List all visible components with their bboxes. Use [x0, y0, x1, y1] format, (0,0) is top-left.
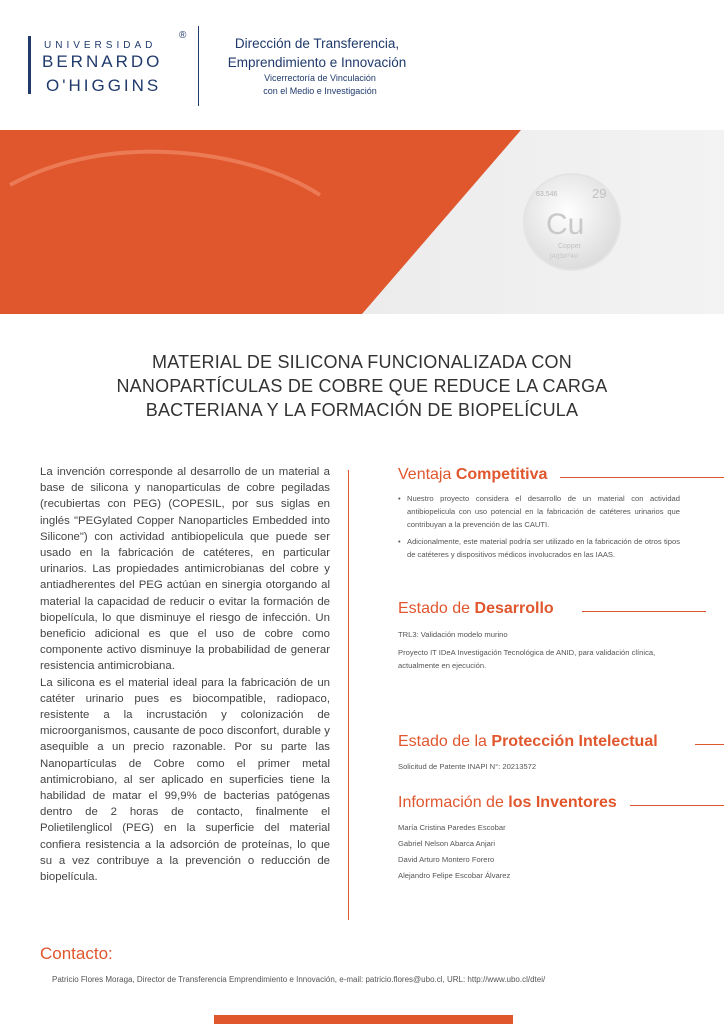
inventor-name: Gabriel Nelson Abarca Anjari — [398, 839, 496, 848]
department-subtitle — [240, 72, 400, 98]
banner-graphic — [0, 130, 724, 314]
inventores-title-light: Información de — [398, 794, 504, 811]
ventaja-title-bold: Competitiva — [455, 466, 548, 483]
section-title-desarrollo — [398, 600, 554, 618]
footer-bar — [214, 1015, 513, 1024]
patent-number: Solicitud de Patente INAPI N°: 20213572 — [398, 762, 537, 771]
element-mass: 63.546 — [536, 191, 558, 198]
section-title-ventaja — [398, 466, 547, 484]
desarrollo-project: Proyecto IT IDeA Investigación Tecnológica de ANID, para validación clínica, actualmente en ejecución. — [398, 648, 656, 670]
department-subtitle-line1: Vicerrectoría de Vinculación — [264, 73, 376, 83]
element-name: Copper — [558, 243, 581, 250]
copper-element-icon — [524, 174, 620, 270]
desarrollo-title-light: Estado de — [398, 600, 471, 617]
ventaja-title-rule — [560, 477, 724, 478]
logo-line-universidad: UNIVERSIDAD — [44, 40, 157, 51]
logo-bar — [28, 36, 31, 94]
column-divider — [348, 470, 349, 920]
description-column — [40, 464, 330, 885]
inventores-title-bold: los Inventores — [508, 794, 617, 811]
inventor-name: María Cristina Paredes Escobar — [398, 823, 506, 832]
section-title-proteccion — [398, 733, 658, 751]
logo-line-bernardo: BERNARDO — [42, 52, 163, 71]
document-title — [60, 350, 664, 422]
element-config: [Ar]3d¹⁰4s¹ — [550, 254, 579, 260]
element-symbol: Cu — [546, 208, 585, 241]
hero-banner — [0, 130, 724, 314]
proteccion-title-bold: Protección Intelectual — [491, 733, 658, 750]
department-title — [212, 34, 422, 72]
ventaja-title-light: Ventaja — [398, 466, 452, 483]
section-title-inventores — [398, 794, 617, 812]
ventaja-bullet: • Adicionalmente, este material podría ser utilizado en la fabricación de otros tipos de catéteres y dispositivos médicos involucrados en las IAAS. — [398, 535, 680, 561]
department-title-line1: Dirección de Transferencia, — [234, 36, 400, 51]
contact-details: Patricio Flores Moraga, Director de Transferencia Emprendimiento e Innovación, e-mail: patricio.flores@ubo.cl, URL: http://www.ubo.cl/dtei/ — [52, 975, 546, 984]
inventores-title-rule — [630, 805, 724, 806]
department-subtitle-line2: con el Medio e Investigación — [263, 86, 377, 96]
description-paragraph-1: La invención corresponde al desarrollo de un material a base de silicona y nanoparticulas de cobre pegiladas (recubiertas con PEG) (COPESIL, por sus siglas en inglés "PEGylated Copper Nanoparticles Embedded into Silicone") con actividad antibiopelicula que puede ser usado en la fabricación de catéteres, en particular urinarios. Las propiedades antimicrobianas del cobre y antiadherentes del PEG actúan en sinergia otorgando al material la capacidad de reducir o evitar la formación de biopelícula, lo que disminuye el riesgo de infección. Un beneficio adicional es que el uso de cobre como componente activo disminuye la probabilidad de generar resistencia antimicrobiana. — [40, 466, 330, 673]
inventor-name: Alejandro Felipe Escobar Álvarez — [398, 871, 511, 880]
header-divider — [198, 26, 199, 106]
inventors-list — [398, 820, 510, 884]
ventaja-bullet: • Nuestro proyecto considera el desarrollo de un material con actividad antibiopelicula con uso potencial en la fabricación de catéteres urinarios que contribuyan a la prevención de las CAUTI. — [398, 492, 680, 531]
registered-mark: ® — [179, 30, 187, 41]
element-number: 29 — [592, 186, 607, 201]
description-paragraph-2: La silicona es el material ideal para la fabricación de un catéter urinario pues es biocompatible, radiopaco, resistente a la incrustación y colonización de microorganismos, causante de poco disconfort, durable y asequible a un precio razonable. Por su parte las Nanopartículas de Cobre como el primer metal antimicrobiano, al ser aplicado en superficies tiene la habilidad de matar el 99,9% de bacterias patógenas dentro de 2 horas de contacto, finalmente el Polietilenglicol (PEG) en la superficie del material confiera resistencia a la adsorción de proteínas, lo que su a vez contribuye a la prevención o reducción de biopelícula. — [40, 676, 330, 884]
inventor-name: David Arturo Montero Forero — [398, 855, 495, 864]
title-line2: NANOPARTÍCULAS DE COBRE QUE REDUCE LA CARGA — [116, 376, 608, 396]
proteccion-title-rule — [695, 744, 724, 745]
ventaja-bullets — [398, 492, 680, 565]
desarrollo-title-bold: Desarrollo — [474, 600, 554, 617]
contact-title: Contacto: — [40, 944, 113, 963]
title-line1: MATERIAL DE SILICONA FUNCIONALIZADA CON — [152, 352, 572, 372]
logo-line-ohiggins: O'HIGGINS — [46, 76, 162, 95]
university-logo — [28, 30, 188, 102]
proteccion-title-light: Estado de la — [398, 733, 487, 750]
title-line3: BACTERIANA Y LA FORMACIÓN DE BIOPELÍCULA — [145, 400, 579, 420]
desarrollo-trl: TRL3: Validación modelo murino — [398, 630, 508, 639]
department-title-line2: Emprendimiento e Innovación — [227, 55, 407, 70]
desarrollo-title-rule — [582, 611, 706, 612]
